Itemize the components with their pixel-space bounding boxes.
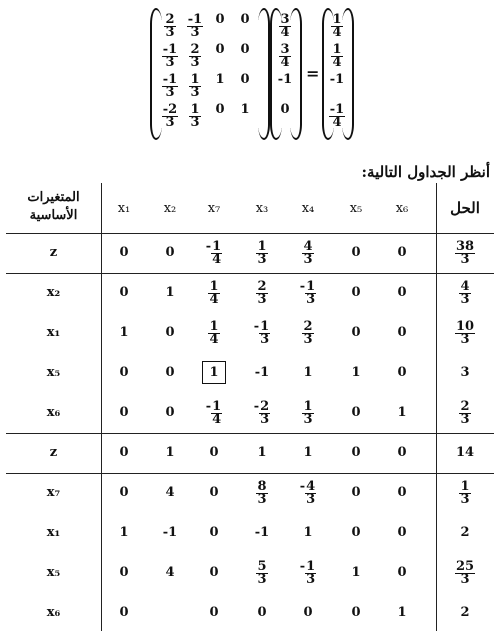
table-cell: 0 <box>397 525 407 540</box>
result-entry: -1 <box>329 72 345 87</box>
row-divider <box>6 433 494 434</box>
row-label: x₆ <box>46 405 61 420</box>
header-divider <box>6 233 494 234</box>
result-entry: $\frac{-1}{4}$ <box>329 102 345 130</box>
table-cell: 0 <box>397 445 407 460</box>
table-cell: 1 <box>165 285 175 300</box>
table-cell: 0 <box>351 245 361 260</box>
table-cell: 1 <box>351 365 361 380</box>
vector-entry: 0 <box>280 102 290 117</box>
vector-entry: $\frac{3}{4}$ <box>280 12 290 40</box>
result-entry: $\frac{1}{4}$ <box>332 42 342 70</box>
matrix-entry: 0 <box>215 42 225 57</box>
table-cell: 0 <box>351 285 361 300</box>
table-cell: 0 <box>303 605 313 620</box>
table-cell: 1 <box>165 445 175 460</box>
table-cell: 0 <box>397 485 407 500</box>
row-divider <box>6 473 494 474</box>
matrix-entry: 1 <box>240 102 250 117</box>
table-cell: 0 <box>351 485 361 500</box>
matrix-entry: $\frac{-2}{3}$ <box>162 102 178 130</box>
matrix-entry: 0 <box>240 72 250 87</box>
column-header: x₇ <box>207 201 221 216</box>
table-cell: - $\frac{4}{3}$ <box>299 479 316 507</box>
table-cell: - $\frac{1}{4}$ <box>205 399 222 427</box>
table-cell: 0 <box>119 285 129 300</box>
table-cell: 1 <box>397 405 407 420</box>
table-cell: 0 <box>209 445 219 460</box>
table-cell: 0 <box>351 605 361 620</box>
column-header: x₆ <box>395 201 409 216</box>
solution-cell: $\frac{2}{3}$ <box>460 399 470 427</box>
table-cell: 0 <box>119 405 129 420</box>
row-label: x₅ <box>46 365 61 380</box>
vector-entry: -1 <box>277 72 293 87</box>
solution-cell: $\frac{4}{3}$ <box>460 279 470 307</box>
equals-sign: = <box>306 64 320 83</box>
table-cell: $\frac{5}{3}$ <box>257 559 267 587</box>
table-cell: - $\frac{1}{3}$ <box>299 279 316 307</box>
table-cell: 0 <box>397 325 407 340</box>
table-cell: $\frac{2}{3}$ <box>257 279 267 307</box>
table-cell: 1 <box>303 445 313 460</box>
table-cell: 0 <box>257 605 267 620</box>
matrix-entry: 1 <box>215 72 225 87</box>
table-cell: $\frac{1}{4}$ <box>209 279 219 307</box>
tables-heading: أنظر الجداول التالية: <box>361 163 490 181</box>
matrix-entry: 0 <box>215 102 225 117</box>
solution-cell: $\frac{10}{3}$ <box>455 319 475 347</box>
row-label: x₇ <box>46 485 61 500</box>
table-cell: 4 <box>165 565 175 580</box>
table-cell: 1 <box>257 445 267 460</box>
matrix-equation <box>0 0 502 160</box>
table-cell: - $\frac{1}{4}$ <box>205 239 222 267</box>
table-cell: 0 <box>119 485 129 500</box>
column-header: x₁ <box>117 201 131 216</box>
pivot-element: 1 <box>202 361 225 384</box>
matrix-entry: $\frac{2}{3}$ <box>165 12 175 40</box>
table-cell: 1 <box>351 565 361 580</box>
table-cell: $\frac{8}{3}$ <box>257 479 267 507</box>
matrix-entry: $\frac{-1}{3}$ <box>162 42 178 70</box>
table-cell: 0 <box>351 525 361 540</box>
simplex-table <box>6 183 494 633</box>
vector-entry: $\frac{3}{4}$ <box>280 42 290 70</box>
matrix-right-paren <box>258 8 270 140</box>
matrix-entry: $\frac{1}{3}$ <box>190 72 200 100</box>
table-cell: -1 <box>254 365 270 380</box>
row-label: x₅ <box>46 565 61 580</box>
table-cell: - $\frac{2}{3}$ <box>253 399 270 427</box>
matrix-entry: $\frac{-1}{3}$ <box>187 12 203 40</box>
matrix-entry: 0 <box>240 42 250 57</box>
table-cell: 0 <box>209 565 219 580</box>
table-cell: -1 <box>254 525 270 540</box>
table-cell: 0 <box>397 565 407 580</box>
solution-header: الحل <box>450 199 480 217</box>
column-header: x₄ <box>301 201 315 216</box>
matrix-entry: 0 <box>215 12 225 27</box>
table-cell: - $\frac{1}{3}$ <box>253 319 270 347</box>
table-cell: 0 <box>165 365 175 380</box>
table-cell: 0 <box>165 245 175 260</box>
table-cell: 0 <box>165 405 175 420</box>
row-label: x₁ <box>46 525 61 540</box>
table-cell: $\frac{4}{3}$ <box>303 239 313 267</box>
table-cell: $\frac{1}{3}$ <box>303 399 313 427</box>
solution-cell: $\frac{25}{3}$ <box>455 559 475 587</box>
row-label: z <box>49 445 58 460</box>
table-cell: 0 <box>209 605 219 620</box>
table-cell: 0 <box>351 405 361 420</box>
solution-cell: 2 <box>460 605 470 620</box>
table-cell: 1 <box>397 605 407 620</box>
matrix-entry: $\frac{2}{3}$ <box>190 42 200 70</box>
solution-cell: $\frac{38}{3}$ <box>455 239 475 267</box>
table-cell: 0 <box>119 445 129 460</box>
table-cell: - $\frac{1}{3}$ <box>299 559 316 587</box>
table-cell: 1 <box>303 525 313 540</box>
table-cell: 0 <box>119 565 129 580</box>
matrix-entry: $\frac{1}{3}$ <box>190 102 200 130</box>
table-cell: 0 <box>165 325 175 340</box>
matrix-entry: $\frac{-1}{3}$ <box>162 72 178 100</box>
table-cell: $\frac{1}{3}$ <box>257 239 267 267</box>
row-label: x₂ <box>46 285 61 300</box>
table-cell: 0 <box>119 365 129 380</box>
column-header: x₅ <box>349 201 363 216</box>
solution-cell: $\frac{1}{3}$ <box>460 479 470 507</box>
table-cell: 1 <box>119 525 129 540</box>
table-cell: 0 <box>209 525 219 540</box>
result-entry: $\frac{1}{4}$ <box>332 12 342 40</box>
row-label: x₁ <box>46 325 61 340</box>
table-cell: 0 <box>351 325 361 340</box>
table-cell: 1 <box>119 325 129 340</box>
table-cell: 0 <box>397 245 407 260</box>
table-cell: 0 <box>397 285 407 300</box>
basic-variables-header: المتغيرات الأساسية <box>27 190 80 223</box>
row-label: z <box>49 245 58 260</box>
row-divider <box>6 273 494 274</box>
table-cell: 0 <box>397 365 407 380</box>
table-cell: 0 <box>209 485 219 500</box>
column-header: x₂ <box>163 201 177 216</box>
table-cell: 0 <box>119 605 129 620</box>
solution-cell: 3 <box>460 365 470 380</box>
matrix-entry: 0 <box>240 12 250 27</box>
column-header: x₃ <box>255 201 269 216</box>
table-cell: $\frac{2}{3}$ <box>303 319 313 347</box>
table-cell: $\frac{1}{4}$ <box>209 319 219 347</box>
table-cell: -1 <box>162 525 178 540</box>
table-cell: 0 <box>119 245 129 260</box>
table-cell: 1 <box>303 365 313 380</box>
row-label: x₆ <box>46 605 61 620</box>
solution-cell: 2 <box>460 525 470 540</box>
solution-cell: 14 <box>455 445 475 460</box>
table-cell: 4 <box>165 485 175 500</box>
table-cell: 0 <box>351 445 361 460</box>
table-cell <box>191 365 237 380</box>
